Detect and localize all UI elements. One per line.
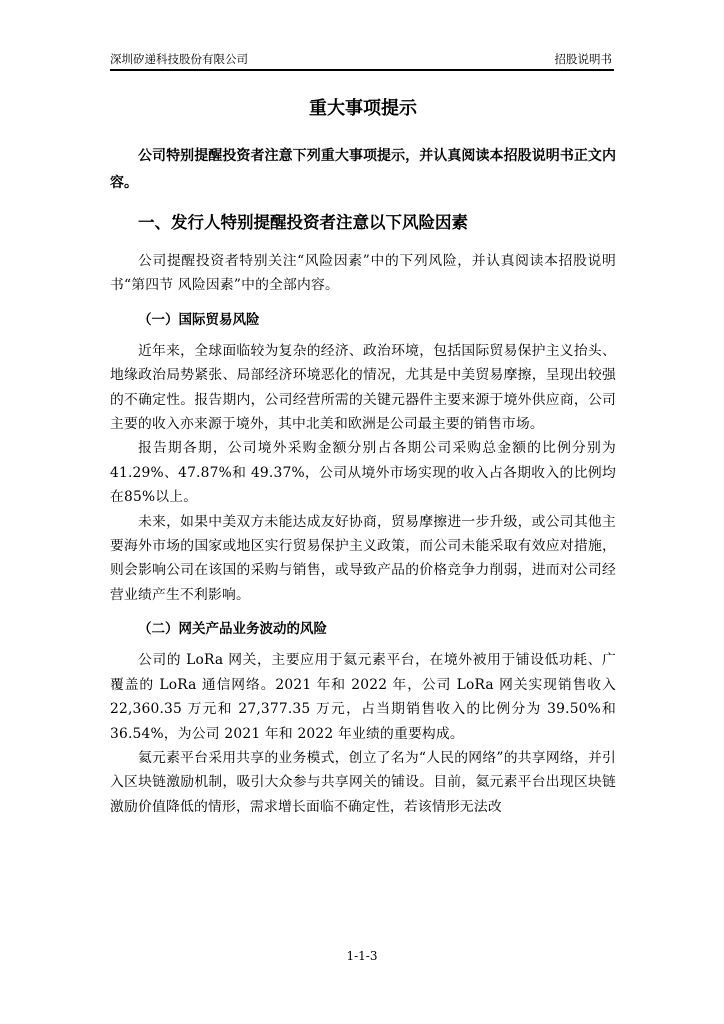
header-rule [110, 70, 614, 71]
page-header [110, 51, 614, 70]
header-document-type: 招股说明书 [554, 52, 612, 66]
trade-risk-paragraph-2: 报告期各期，公司境外采购金额分别占各期公司采购总金额的比例分别为41.29%、47.87%和 49.37%，公司从境外市场实现的收入占各期收入的比例均在85%以上。 [110, 440, 616, 506]
gateway-risk-paragraph-2: 氦元素平台采用共享的业务模式，创立了名为“人民的网络”的共享网络，并引入区块链激励机制，吸引大众参与共享网关的铺设。目前，氦元素平台出现区块链激励价值降低的情形，需求增长面临不确定性，若该情形无法改 [110, 749, 616, 815]
header-company-name: 深圳矽递科技股份有限公司 [110, 52, 248, 66]
section-heading-risk-factors: 一、发行人特别提醒投资者注意以下风险因素 [138, 213, 468, 232]
section-intro-paragraph: 公司提醒投资者特别关注“风险因素”中的下列风险，并认真阅读本招股说明书“第四节 风险因素”中的全部内容。 [110, 253, 616, 294]
subsection-heading-trade-risk: （一）国际贸易风险 [138, 311, 260, 328]
page-title: 重大事项提示 [309, 98, 417, 119]
subsection-heading-gateway-risk: （二）网关产品业务波动的风险 [138, 621, 327, 638]
trade-risk-paragraph-1: 近年来，全球面临较为复杂的经济、政治环境，包括国际贸易保护主义抬头、地缘政治局势紧张、局部经济环境恶化的情况，尤其是中美贸易摩擦，呈现出较强的不确定性。报告期内，公司经营所需的关键元器件主要来源于境外供应商，公司主要的收入亦来源于境外，其中北美和欧洲是公司最主要的销售市场。 [110, 342, 616, 433]
page-number: 1-1-3 [346, 949, 378, 963]
lead-notice: 公司特别提醒投资者注意下列重大事项提示，并认真阅读本招股说明书正文内容。 [110, 148, 616, 191]
page-body [110, 96, 616, 819]
trade-risk-paragraph-3: 未来，如果中美双方未能达成友好协商，贸易摩擦进一步升级，或公司其他主要海外市场的国家或地区实行贸易保护主义政策，而公司未能采取有效应对措施，则会影响公司在该国的采购与销售，或导致产品的价格竞争力削弱，进而对公司经营业绩产生不利影响。 [110, 513, 616, 603]
gateway-risk-paragraph-1: 公司的 LoRa 网关，主要应用于氦元素平台，在境外被用于铺设低功耗、广覆盖的 LoRa 通信网络。2021 年和 2022 年，公司 LoRa 网关实现销售收入22,360.35 万元和 27,377.35 万元，占当期销售收入的比例分为 39.50%和36.54%，为公司 2021 年和 2022 年业绩的重要构成。 [110, 652, 616, 742]
